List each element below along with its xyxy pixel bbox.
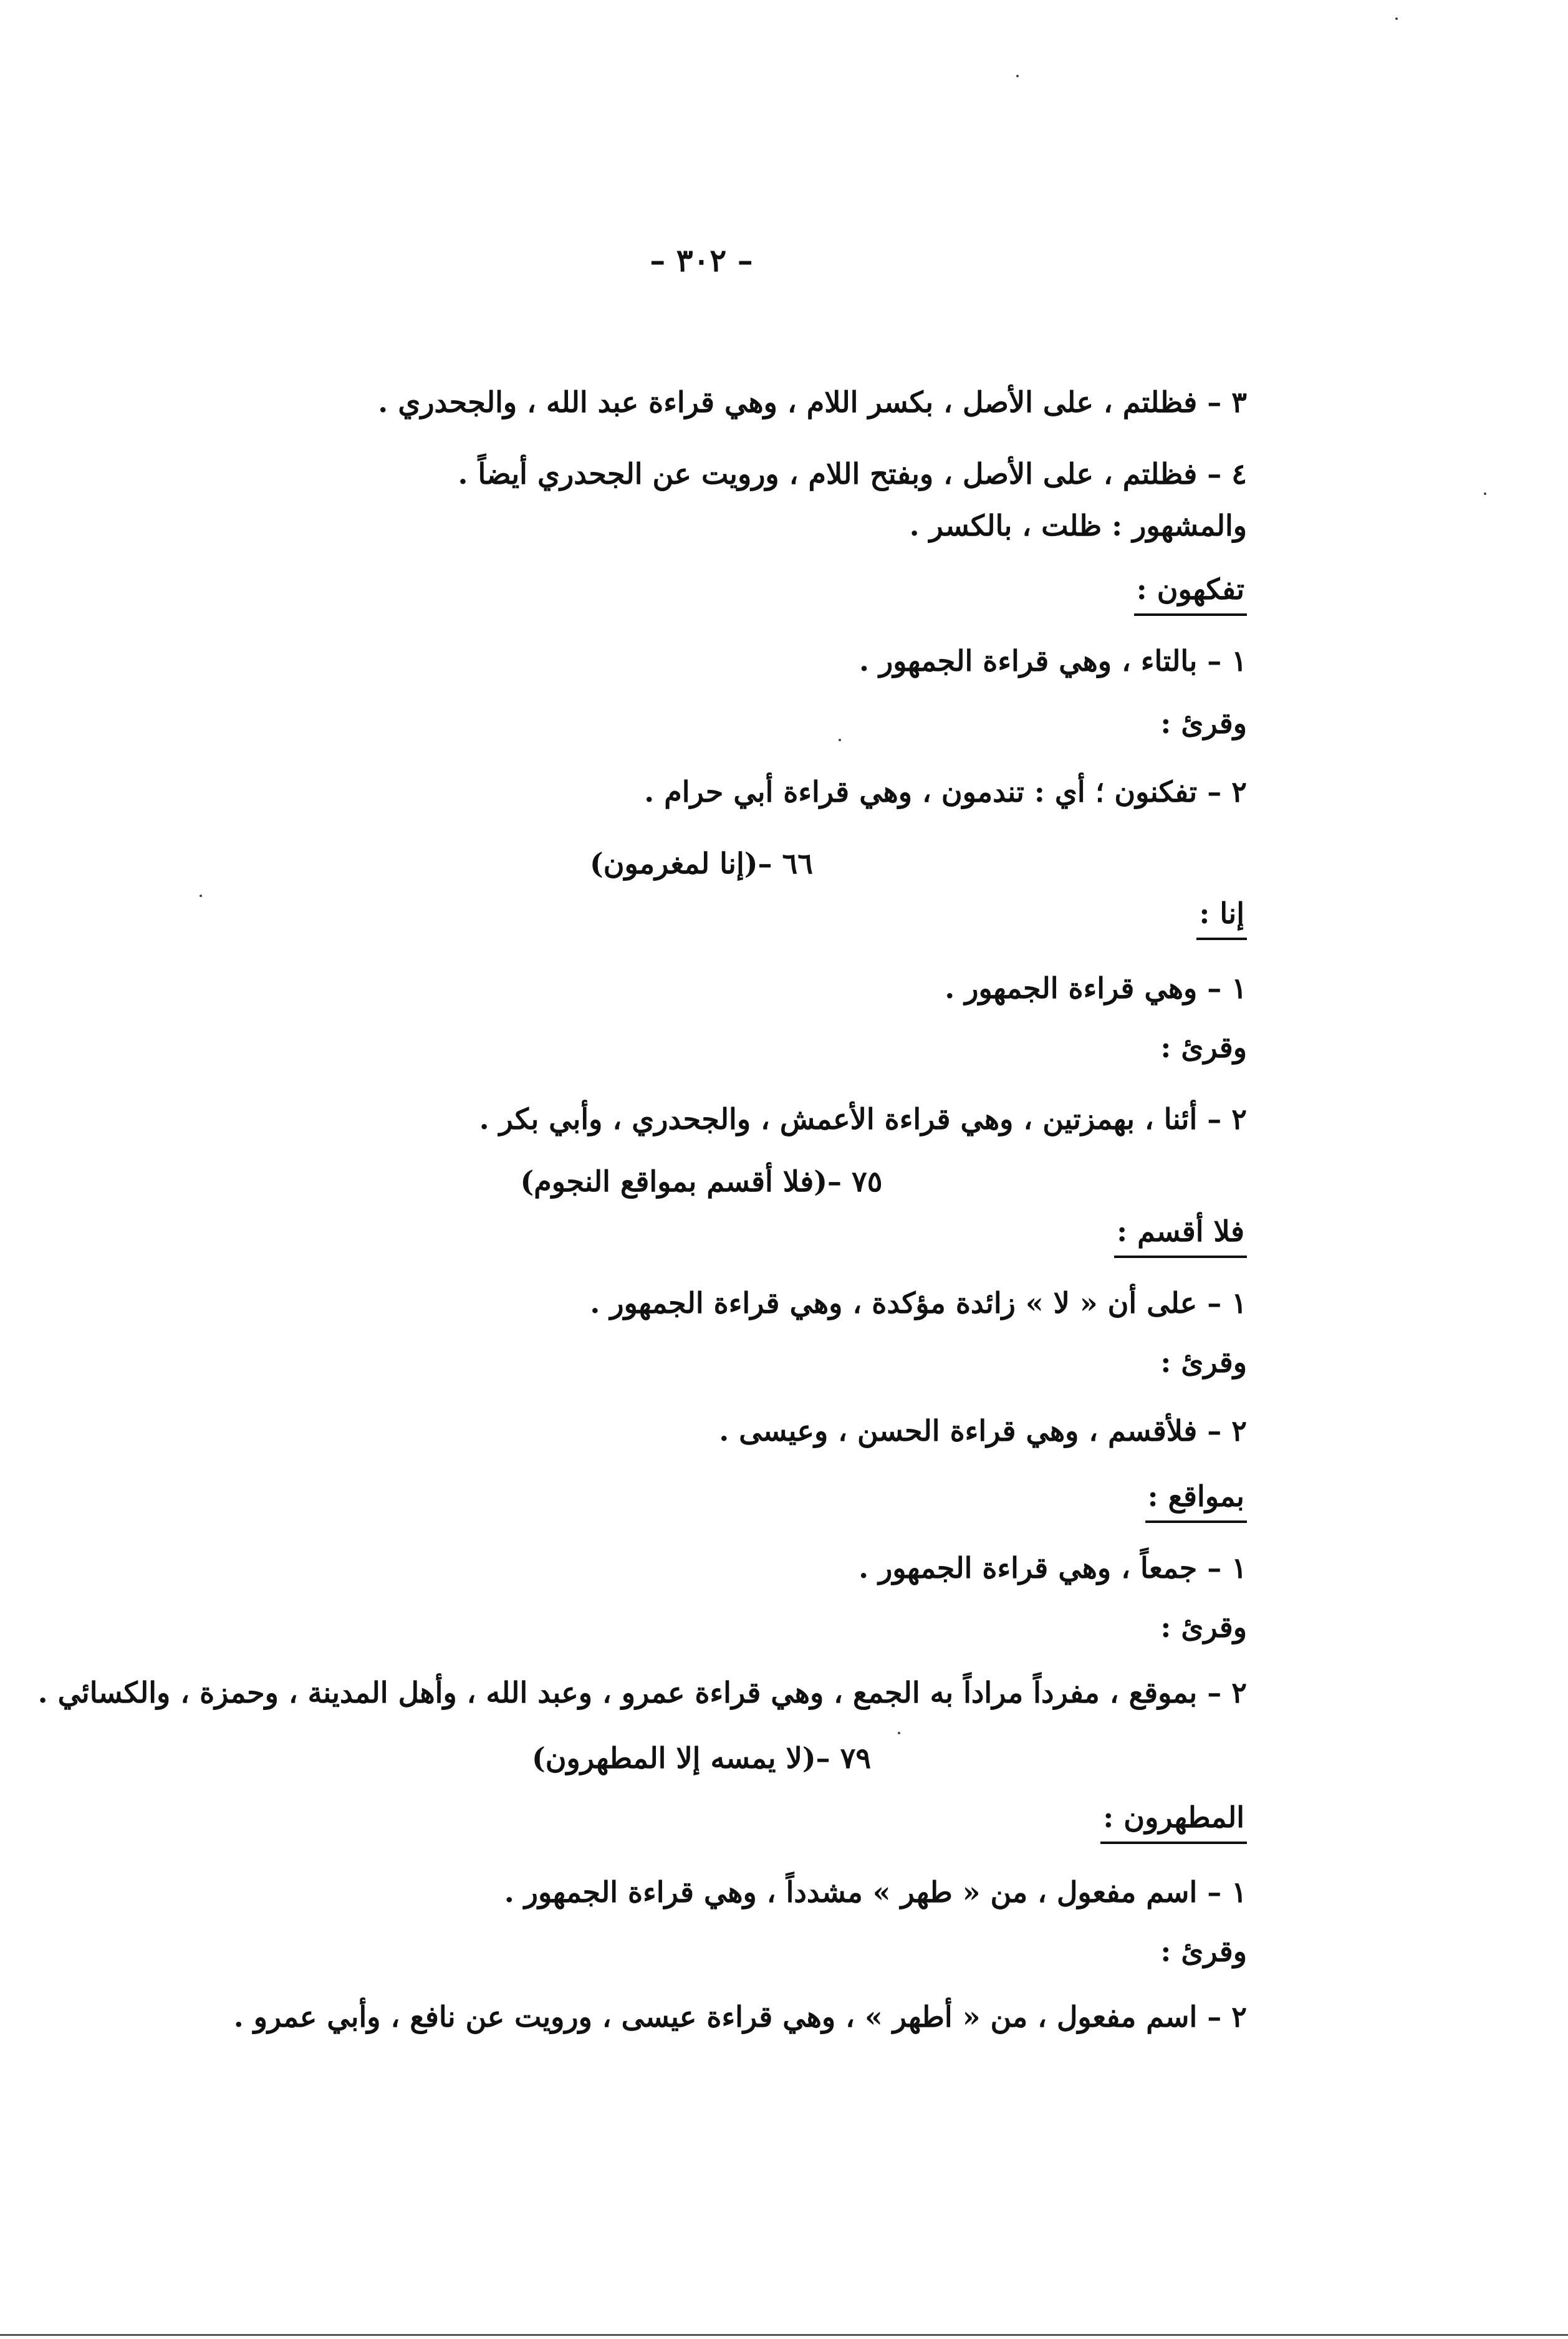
also-read-label: وقرئ :	[1160, 706, 1247, 740]
verse-reference-75: ٧٥ –(فلا أقسم بمواقع النجوم)	[520, 1165, 883, 1198]
variant-line-1: ١ – بالتاء ، وهي قراءة الجمهور .	[859, 644, 1247, 678]
section-heading-bimawaqi: بمواقع :	[1145, 1474, 1247, 1523]
common-reading-note: والمشهور : ظلت ، بالكسر .	[909, 509, 1247, 542]
page-number: – ٣٠٢ –	[650, 242, 753, 279]
page-edge-rule	[0, 2334, 1568, 2336]
scan-speck	[200, 895, 202, 897]
variant-line-2: ٢ – أئنا ، بهمزتين ، وهي قراءة الأعمش ، والجحدري ، وأبي بكر .	[479, 1102, 1247, 1136]
verse-reference-66: ٦٦ –(إنا لمغرمون)	[590, 847, 813, 880]
section-heading-fala-uqsim: فلا أقسم :	[1114, 1209, 1247, 1258]
variant-line-1: ١ – على أن « لا » زائدة مؤكدة ، وهي قراءة الجمهور .	[590, 1286, 1247, 1320]
variant-line-2: ٢ – اسم مفعول ، من « أطهر » ، وهي قراءة عيسى ، ورويت عن نافع ، وأبي عمرو .	[233, 2000, 1247, 2034]
scan-speck	[1484, 492, 1486, 495]
section-heading-inna: إنا :	[1196, 891, 1247, 940]
variant-line-2: ٢ – تفكنون ؛ أي : تندمون ، وهي قراءة أبي حرام .	[644, 775, 1247, 809]
section-heading-mutahharun: المطهرون :	[1100, 1795, 1247, 1844]
also-read-label: وقرئ :	[1160, 1934, 1247, 1968]
section-heading-tafakkahun: تفكهون :	[1134, 567, 1247, 616]
variant-line-1: ١ – اسم مفعول ، من « طهر » مشدداً ، وهي قراءة الجمهور .	[504, 1875, 1247, 1909]
scan-speck	[1395, 17, 1398, 20]
also-read-label: وقرئ :	[1160, 1030, 1247, 1064]
scan-speck	[839, 739, 841, 741]
scan-speck	[898, 1732, 900, 1734]
also-read-label: وقرئ :	[1160, 1345, 1247, 1379]
verse-reference-79: ٧٩ –(لا يمسه إلا المطهرون)	[531, 1741, 872, 1775]
variant-line-2: ٢ – فلأقسم ، وهي قراءة الحسن ، وعيسى .	[719, 1414, 1247, 1448]
variant-line-4-fath: ٤ – فظلتم ، على الأصل ، وبفتح اللام ، ورويت عن الجحدري أيضاً .	[458, 457, 1247, 491]
variant-line-3-kasr: ٣ – فظلتم ، على الأصل ، بكسر اللام ، وهي قراءة عبد الله ، والجحدري .	[378, 385, 1247, 419]
variant-line-1: ١ – وهي قراءة الجمهور .	[945, 971, 1247, 1005]
scan-speck	[1016, 75, 1019, 77]
variant-line-2: ٢ – بموقع ، مفرداً مراداً به الجمع ، وهي قراءة عمرو ، وعبد الله ، وأهل المدينة ، وحمزة ، والكسائي .	[37, 1676, 1247, 1709]
also-read-label: وقرئ :	[1160, 1610, 1247, 1644]
variant-line-1: ١ – جمعاً ، وهي قراءة الجمهور .	[859, 1551, 1247, 1585]
